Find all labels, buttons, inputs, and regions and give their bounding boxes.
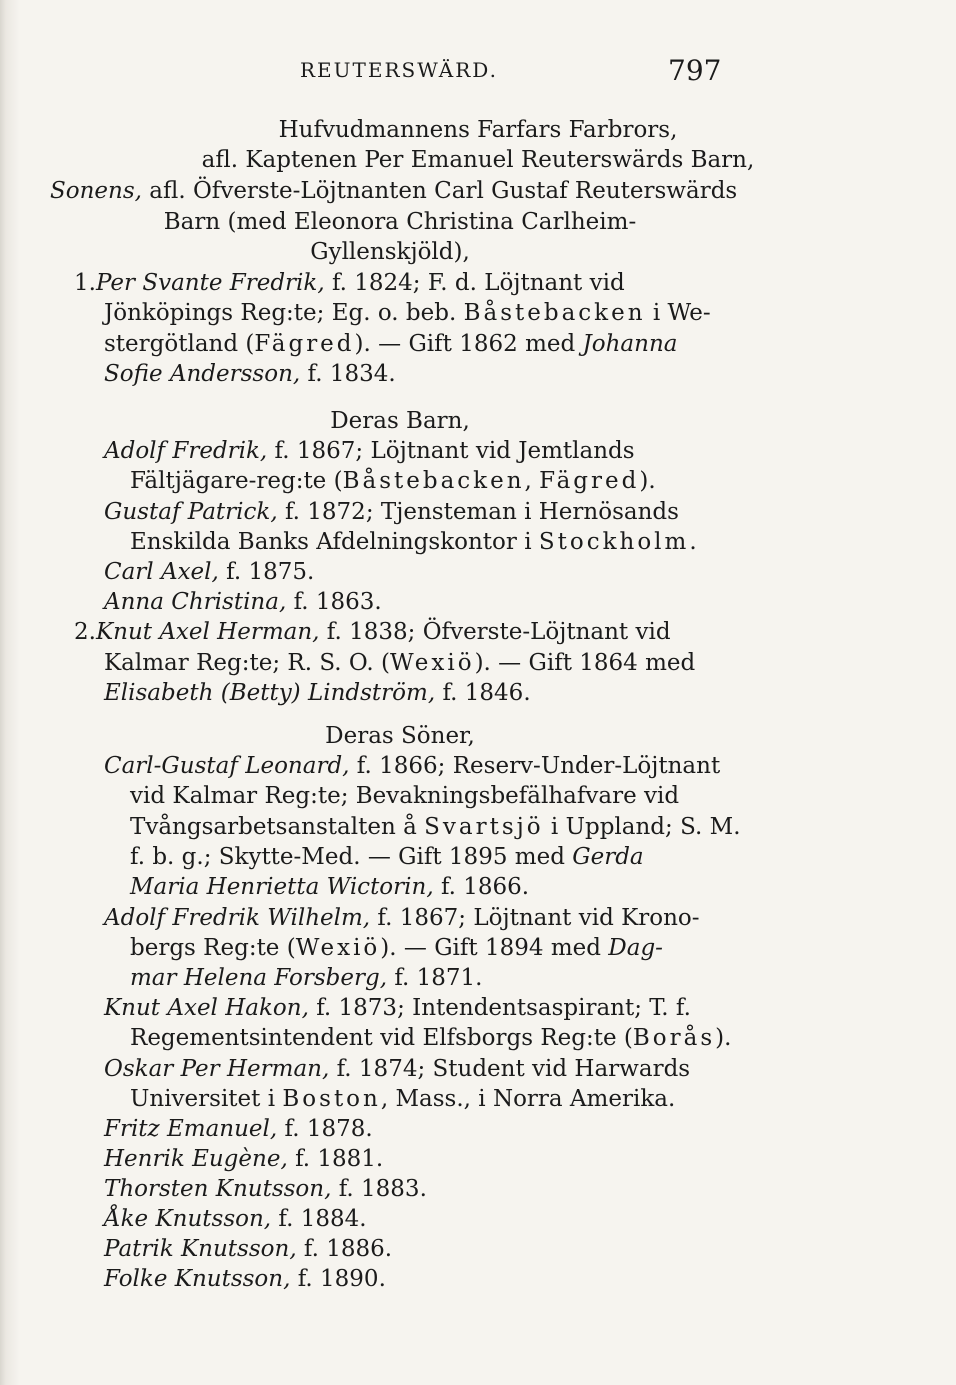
text-span: f. b. g.; Skytte-Med. — Gift 1895 med xyxy=(130,844,573,870)
person-name: Thorsten Knutsson, xyxy=(104,1176,332,1202)
entry-knut-axel-hakon xyxy=(104,993,691,1023)
text-span: Enskilda Banks Afdelningskontor i xyxy=(130,529,539,555)
person-name: Elisabeth (Betty) Lindström, xyxy=(104,680,436,706)
text-line: Barn (med Eleonora Christina Carlheim- xyxy=(163,209,637,235)
person-name: Knut Axel Herman, xyxy=(95,619,320,645)
person-name: mar Helena Forsberg, xyxy=(130,965,388,991)
person-name: Gustaf Patrick, xyxy=(104,499,278,525)
text-span: stergötland ( xyxy=(104,331,255,357)
text-span: f. 1834. xyxy=(300,361,396,387)
person-name: Carl Axel, xyxy=(104,559,219,585)
text-line: Gyllenskjöld), xyxy=(310,239,470,265)
text-span: i Uppland; S. M. xyxy=(543,814,741,840)
person-name: Patrik Knutsson, xyxy=(104,1236,297,1262)
text-line xyxy=(130,1084,675,1114)
entry-gustaf-patrick xyxy=(104,497,679,527)
text-span: f. 1867; Löjtnant vid Jemtlands xyxy=(267,438,635,464)
subheading-children: Deras Barn, xyxy=(330,408,470,434)
text-span: ). — Gift 1894 med xyxy=(380,935,609,961)
place-name: Fägred xyxy=(254,331,355,357)
person-name: Anna Christina, xyxy=(104,589,287,615)
person-name: Henrik Eugène, xyxy=(104,1146,288,1172)
place-name: Wexiö xyxy=(295,935,381,961)
person-name: Folke Knutsson, xyxy=(104,1266,291,1292)
text-span: f. 1873; Intendentsaspirant; T. f. xyxy=(308,995,691,1021)
place-name: Boston xyxy=(282,1086,381,1112)
place-name: Borås xyxy=(632,1025,716,1051)
text-span: afl. Öfverste-Löjtnanten Carl Gustaf Reuterswärds xyxy=(141,178,738,204)
text-span: i We- xyxy=(645,300,711,326)
text-line xyxy=(130,812,741,842)
text-span: Fältjägare-reg:te ( xyxy=(130,468,343,494)
text-span: f. 1878. xyxy=(277,1116,373,1142)
text-line xyxy=(104,359,396,389)
text-line xyxy=(130,872,529,902)
entry-fritz-emanuel xyxy=(104,1114,373,1144)
entry-carl-axel xyxy=(104,557,314,587)
running-head: REUTERSWÄRD. xyxy=(300,58,498,82)
entry-anna-christina xyxy=(104,587,382,617)
text-line xyxy=(104,648,695,678)
person-name: Carl-Gustaf Leonard, xyxy=(104,753,350,779)
text-span: f. 1846. xyxy=(435,680,531,706)
text-span: ). xyxy=(715,1025,732,1051)
text-line: vid Kalmar Reg:te; Bevakningsbefälhafvare vid xyxy=(130,783,680,809)
text-span: f. 1838; Öfverste-Löjtnant vid xyxy=(319,619,671,645)
page-number: 797 xyxy=(668,54,722,87)
text-span: f. 1884. xyxy=(271,1206,367,1232)
person-name: Knut Axel Hakon, xyxy=(104,995,309,1021)
person-name: Maria Henrietta Wictorin, xyxy=(130,874,434,900)
place-name: Stockholm xyxy=(538,529,690,555)
person-name: Sofie Andersson, xyxy=(104,361,301,387)
entry-number: 2. xyxy=(74,619,96,645)
section-heading-father-uncle: Hufvudmannens Farfars Farbrors, xyxy=(278,117,678,143)
text-span: f. 1824; F. d. Löjtnant vid xyxy=(324,270,625,296)
entry-oskar-per-herman xyxy=(104,1054,690,1084)
subheading-sons: Deras Söner, xyxy=(325,723,475,749)
text-span: f. 1875. xyxy=(218,559,315,585)
text-span: f. 1866. xyxy=(433,874,530,900)
text-line xyxy=(130,933,663,963)
text-line xyxy=(130,842,644,872)
text-span: f. 1881. xyxy=(287,1146,384,1172)
text-span: Regementsintendent vid Elfsborgs Reg:te ( xyxy=(130,1025,633,1051)
entry-per-svante xyxy=(74,268,625,298)
entry-folke-knutsson xyxy=(104,1264,386,1294)
text-span: f. 1863. xyxy=(286,589,382,615)
entry-thorsten-knutsson xyxy=(104,1174,427,1204)
page-header xyxy=(0,54,956,88)
person-name: Åke Knutsson, xyxy=(104,1206,272,1232)
text-span: ). — Gift 1862 med xyxy=(354,331,583,357)
text-span: f. 1872; Tjensteman i Hernösands xyxy=(277,499,679,525)
person-name: Johanna xyxy=(582,331,678,357)
place-name: Fägred xyxy=(539,468,640,494)
text-span: f. 1886. xyxy=(296,1236,393,1262)
text-line xyxy=(130,527,697,557)
text-line xyxy=(104,678,531,708)
entry-adolf-fredrik-wilhelm xyxy=(104,903,700,933)
place-name: Wexiö xyxy=(390,650,475,676)
entry-adolf-fredrik xyxy=(104,436,635,466)
place-name: Båstebacken xyxy=(463,300,646,326)
text-line xyxy=(104,298,711,328)
person-name: Fritz Emanuel, xyxy=(104,1116,278,1142)
text-span: , Mass., i Norra Amerika. xyxy=(380,1086,676,1112)
italic-text: Sonens, xyxy=(50,178,142,204)
text-span: ). — Gift 1864 med xyxy=(474,650,696,676)
text-line xyxy=(130,466,656,496)
text-span: f. 1866; Reserv-Under-Löjtnant xyxy=(349,753,721,779)
entry-henrik-eugene xyxy=(104,1144,383,1174)
text-span: f. 1871. xyxy=(387,965,483,991)
text-span: , xyxy=(524,468,540,494)
person-name: Per Svante Fredrik, xyxy=(95,270,325,296)
text-span: f. 1867; Löjtnant vid Krono- xyxy=(370,905,700,931)
entry-number: 1. xyxy=(74,270,96,296)
entry-carl-gustaf-leonard xyxy=(104,751,720,781)
text-span: Jönköpings Reg:te; Eg. o. beb. xyxy=(104,300,464,326)
person-name: Dag- xyxy=(608,935,663,961)
entry-patrik-knutsson xyxy=(104,1234,392,1264)
text-span: ). xyxy=(639,468,656,494)
place-name: Svartsjö xyxy=(424,814,544,840)
text-line xyxy=(50,176,737,206)
person-name: Gerda xyxy=(572,844,644,870)
text-span: f. 1874; Student vid Harwards xyxy=(329,1056,691,1082)
person-name: Oskar Per Herman, xyxy=(104,1056,330,1082)
text-span: f. 1883. xyxy=(331,1176,427,1202)
text-line xyxy=(104,329,677,359)
text-span: Tvångsarbetsanstalten å xyxy=(130,814,425,840)
text-span: bergs Reg:te ( xyxy=(130,935,296,961)
person-name: Adolf Fredrik, xyxy=(104,438,268,464)
text-line xyxy=(130,1023,731,1053)
entry-knut-axel-herman xyxy=(74,617,671,647)
person-name: Adolf Fredrik Wilhelm, xyxy=(104,905,371,931)
text-span: f. 1890. xyxy=(290,1266,386,1292)
text-line xyxy=(130,963,483,993)
entry-ake-knutsson xyxy=(104,1204,367,1234)
text-span: Kalmar Reg:te; R. S. O. ( xyxy=(104,650,390,676)
text-line: afl. Kaptenen Per Emanuel Reuterswärds Barn, xyxy=(201,147,755,173)
place-name: Båstebacken xyxy=(342,468,525,494)
text-span: Universitet i xyxy=(130,1086,283,1112)
text-span: . xyxy=(689,529,697,555)
